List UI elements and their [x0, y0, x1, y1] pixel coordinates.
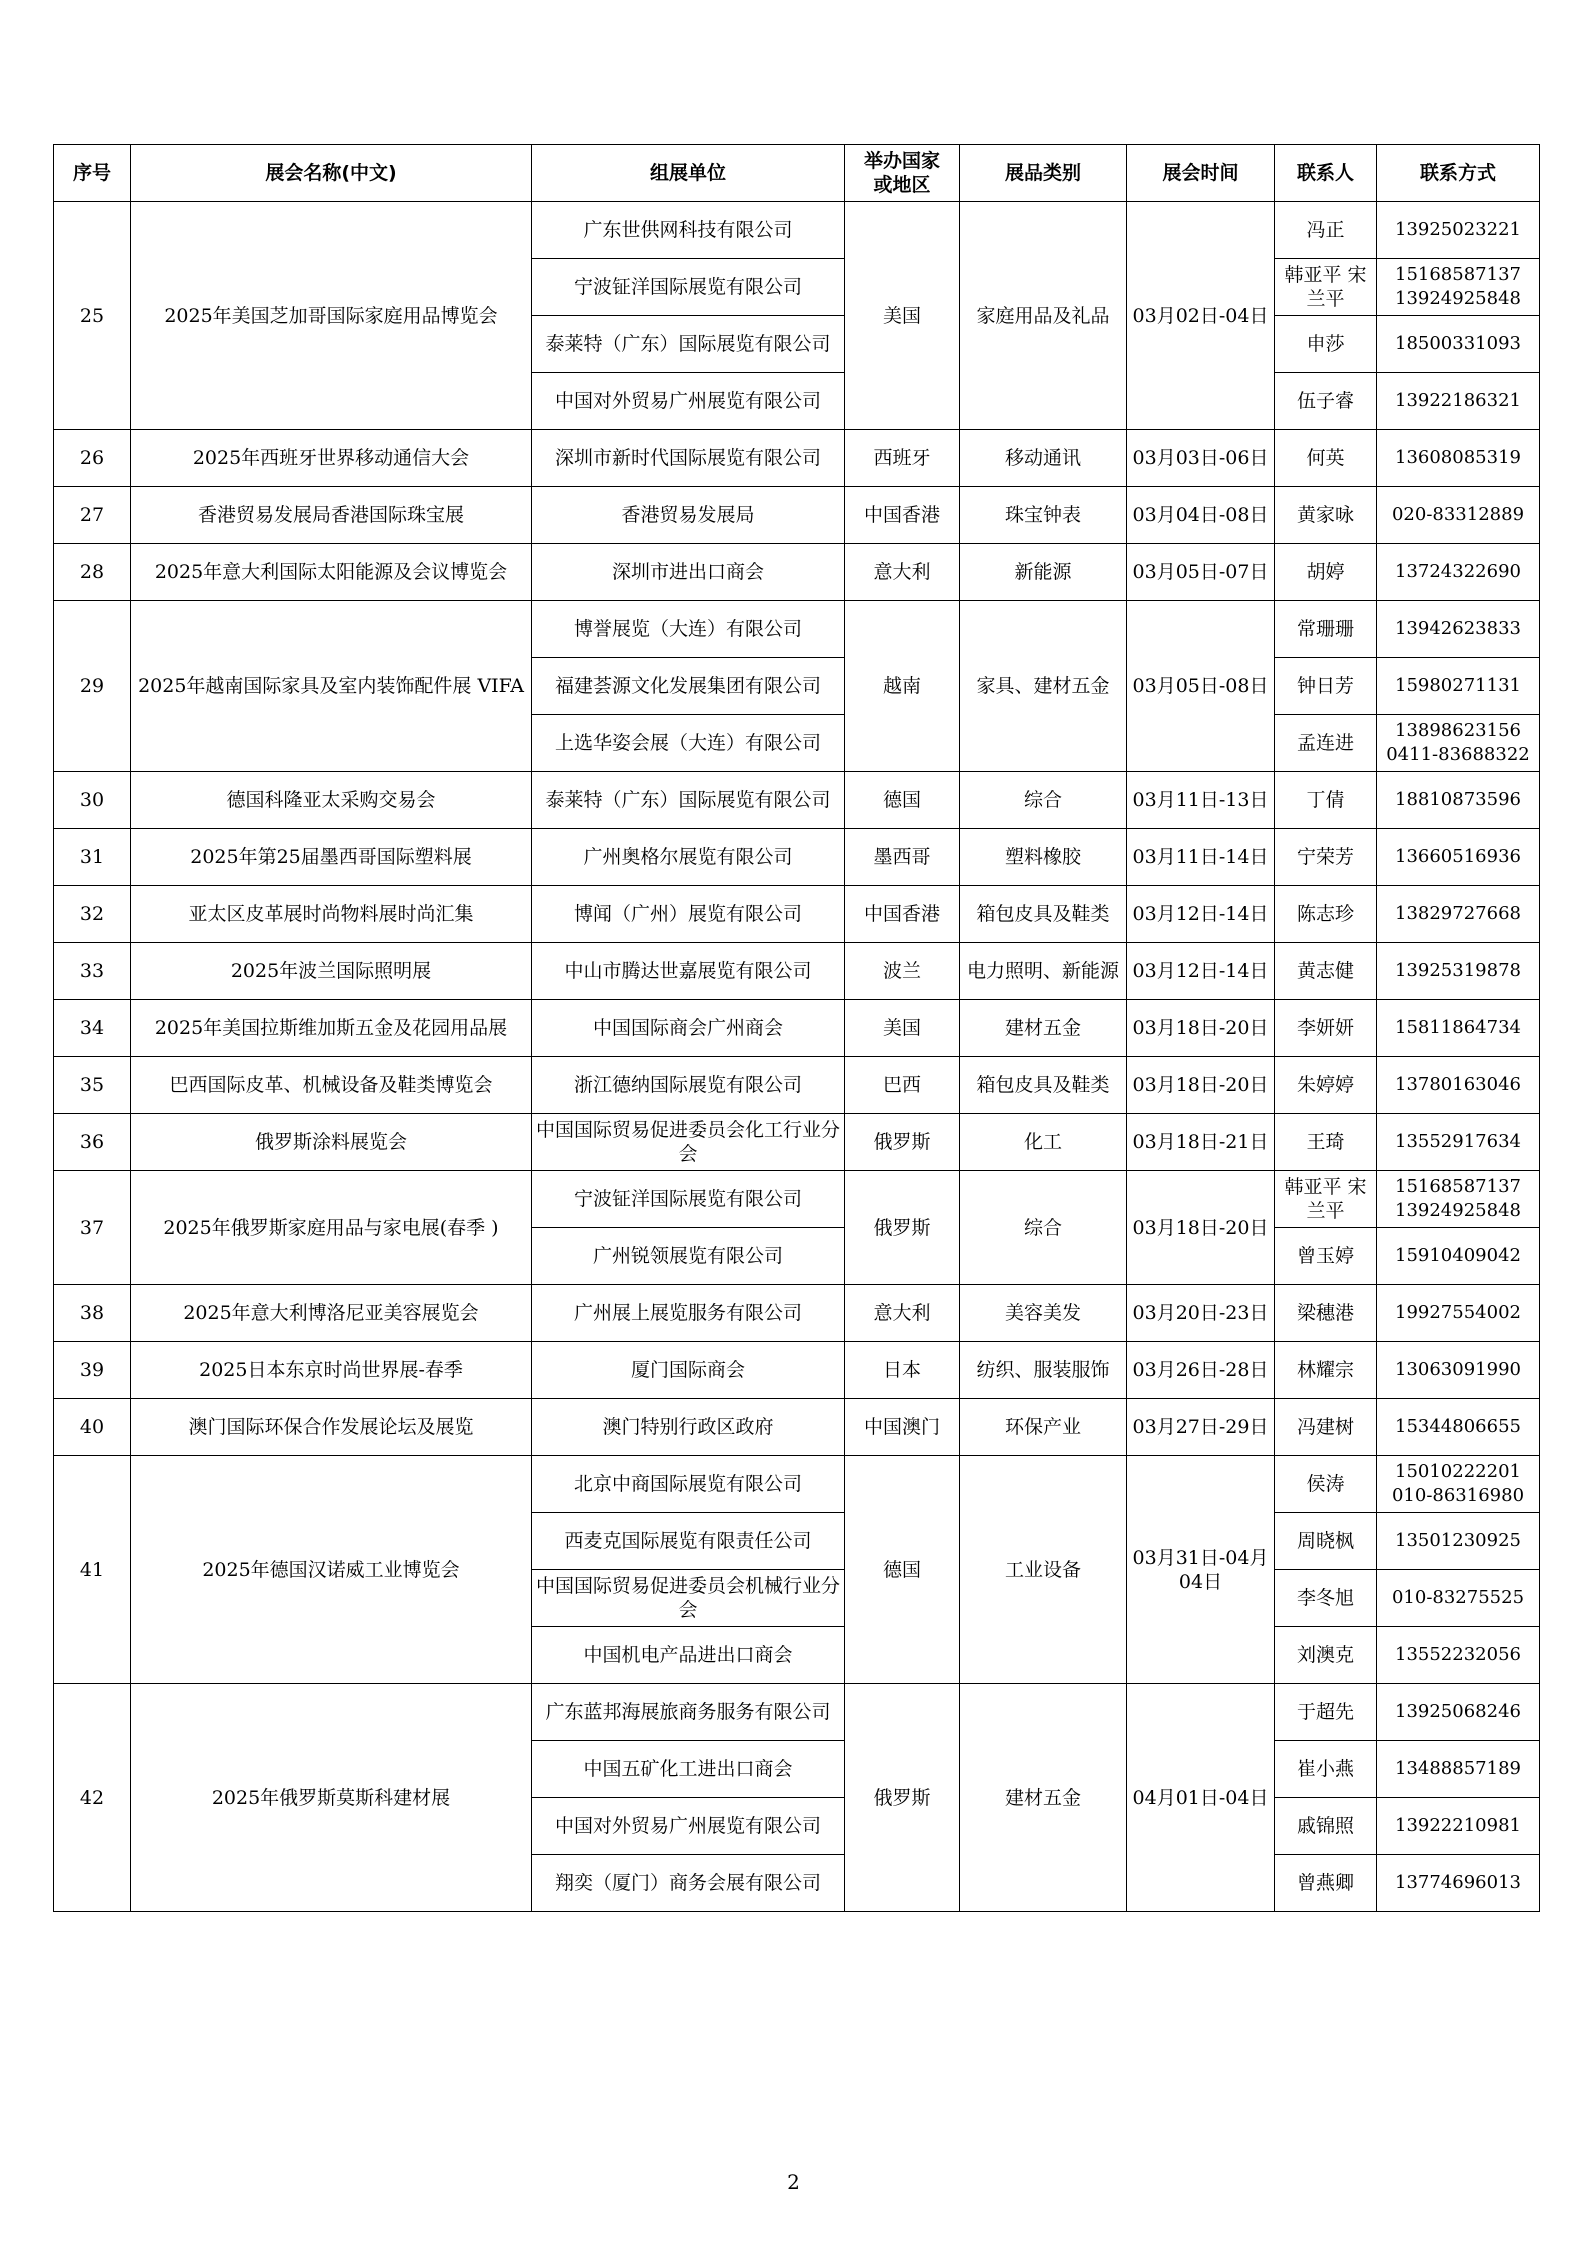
header-time: 展会时间: [1127, 145, 1275, 202]
category-cell: 美容美发: [960, 1285, 1127, 1342]
row-number: 34: [54, 1000, 131, 1057]
contact-phone: 15010222201 010-86316980: [1377, 1456, 1540, 1513]
contact-phone: 13780163046: [1377, 1057, 1540, 1114]
row-number: 32: [54, 886, 131, 943]
organizer-cell: 中国对外贸易广州展览有限公司: [532, 1798, 845, 1855]
row-number: 38: [54, 1285, 131, 1342]
contact-name: 刘澳克: [1275, 1627, 1377, 1684]
table-row: [54, 1684, 1540, 1741]
time-cell: 03月04日-08日: [1127, 487, 1275, 544]
country-cell: 德国: [845, 1456, 960, 1684]
contact-name: 陈志珍: [1275, 886, 1377, 943]
category-cell: 纺织、服装服饰: [960, 1342, 1127, 1399]
organizer-cell: 中国国际贸易促进委员会化工行业分会: [532, 1114, 845, 1171]
contact-name: 丁倩: [1275, 772, 1377, 829]
category-cell: 建材五金: [960, 1000, 1127, 1057]
contact-phone: 13922210981: [1377, 1798, 1540, 1855]
country-cell: 波兰: [845, 943, 960, 1000]
organizer-cell: 宁波钲洋国际展览有限公司: [532, 259, 845, 316]
contact-name: 戚锦照: [1275, 1798, 1377, 1855]
organizer-cell: 宁波钲洋国际展览有限公司: [532, 1171, 845, 1228]
country-cell: 美国: [845, 1000, 960, 1057]
category-cell: 综合: [960, 1171, 1127, 1285]
contact-phone: 13488857189: [1377, 1741, 1540, 1798]
table-row: [54, 1057, 1540, 1114]
category-cell: 环保产业: [960, 1399, 1127, 1456]
contact-phone: 13942623833: [1377, 601, 1540, 658]
time-cell: 03月18日-20日: [1127, 1000, 1275, 1057]
organizer-cell: 博誉展览（大连）有限公司: [532, 601, 845, 658]
table-row: [54, 943, 1540, 1000]
contact-name: 林耀宗: [1275, 1342, 1377, 1399]
organizer-cell: 中国国际商会广州商会: [532, 1000, 845, 1057]
contact-name: 王琦: [1275, 1114, 1377, 1171]
row-number: 30: [54, 772, 131, 829]
category-cell: 电力照明、新能源: [960, 943, 1127, 1000]
contact-name: 韩亚平 宋兰平: [1275, 259, 1377, 316]
organizer-cell: 上选华姿会展（大连）有限公司: [532, 715, 845, 772]
exhibition-name: 2025日本东京时尚世界展-春季: [131, 1342, 532, 1399]
organizer-cell: 广州展上展览服务有限公司: [532, 1285, 845, 1342]
time-cell: 03月18日-20日: [1127, 1057, 1275, 1114]
time-cell: 03月27日-29日: [1127, 1399, 1275, 1456]
time-cell: 03月11日-14日: [1127, 829, 1275, 886]
table-row: [54, 1399, 1540, 1456]
time-cell: 03月12日-14日: [1127, 943, 1275, 1000]
contact-phone: 13829727668: [1377, 886, 1540, 943]
row-number: 27: [54, 487, 131, 544]
contact-phone: 13898623156 0411-83688322: [1377, 715, 1540, 772]
exhibition-name: 德国科隆亚太采购交易会: [131, 772, 532, 829]
organizer-cell: 中国国际贸易促进委员会机械行业分会: [532, 1570, 845, 1627]
contact-name: 朱婷婷: [1275, 1057, 1377, 1114]
category-cell: 化工: [960, 1114, 1127, 1171]
contact-phone: 13724322690: [1377, 544, 1540, 601]
category-cell: 家具、建材五金: [960, 601, 1127, 772]
header-category: 展品类别: [960, 145, 1127, 202]
contact-name: 崔小燕: [1275, 1741, 1377, 1798]
contact-name: 钟日芳: [1275, 658, 1377, 715]
category-cell: 箱包皮具及鞋类: [960, 1057, 1127, 1114]
contact-phone: 020-83312889: [1377, 487, 1540, 544]
table-row: [54, 601, 1540, 658]
organizer-cell: 广州锐领展览有限公司: [532, 1228, 845, 1285]
time-cell: 03月18日-21日: [1127, 1114, 1275, 1171]
table-row: [54, 886, 1540, 943]
contact-phone: 13774696013: [1377, 1855, 1540, 1912]
contact-name: 孟连进: [1275, 715, 1377, 772]
contact-phone: 15168587137 13924925848: [1377, 1171, 1540, 1228]
table-row: [54, 829, 1540, 886]
time-cell: 03月02日-04日: [1127, 202, 1275, 430]
organizer-cell: 深圳市进出口商会: [532, 544, 845, 601]
contact-name: 胡婷: [1275, 544, 1377, 601]
contact-phone: 13552232056: [1377, 1627, 1540, 1684]
country-cell: 中国香港: [845, 487, 960, 544]
organizer-cell: 澳门特别行政区政府: [532, 1399, 845, 1456]
time-cell: 03月11日-13日: [1127, 772, 1275, 829]
exhibition-name: 2025年波兰国际照明展: [131, 943, 532, 1000]
country-cell: 墨西哥: [845, 829, 960, 886]
contact-name: 伍子睿: [1275, 373, 1377, 430]
table-row: [54, 202, 1540, 259]
contact-name: 周晓枫: [1275, 1513, 1377, 1570]
contact-phone: 15344806655: [1377, 1399, 1540, 1456]
table-row: [54, 1171, 1540, 1228]
contact-phone: 13925023221: [1377, 202, 1540, 259]
table-row: [54, 1342, 1540, 1399]
exhibition-name: 澳门国际环保合作发展论坛及展览: [131, 1399, 532, 1456]
contact-name: 常珊珊: [1275, 601, 1377, 658]
row-number: 39: [54, 1342, 131, 1399]
country-cell: 中国澳门: [845, 1399, 960, 1456]
country-cell: 日本: [845, 1342, 960, 1399]
organizer-cell: 泰莱特（广东）国际展览有限公司: [532, 772, 845, 829]
contact-phone: 15980271131: [1377, 658, 1540, 715]
organizer-cell: 中国对外贸易广州展览有限公司: [532, 373, 845, 430]
organizer-cell: 中国五矿化工进出口商会: [532, 1741, 845, 1798]
organizer-cell: 北京中商国际展览有限公司: [532, 1456, 845, 1513]
time-cell: 04月01日-04日: [1127, 1684, 1275, 1912]
table-row: [54, 487, 1540, 544]
country-cell: 巴西: [845, 1057, 960, 1114]
country-cell: 德国: [845, 772, 960, 829]
table-body: [54, 202, 1540, 1912]
header-row: [54, 145, 1540, 202]
contact-name: 黄家咏: [1275, 487, 1377, 544]
row-number: 41: [54, 1456, 131, 1684]
row-number: 31: [54, 829, 131, 886]
time-cell: 03月03日-06日: [1127, 430, 1275, 487]
time-cell: 03月05日-07日: [1127, 544, 1275, 601]
contact-name: 曾燕卿: [1275, 1855, 1377, 1912]
row-number: 35: [54, 1057, 131, 1114]
row-number: 28: [54, 544, 131, 601]
organizer-cell: 福建荟源文化发展集团有限公司: [532, 658, 845, 715]
contact-name: 何英: [1275, 430, 1377, 487]
contact-phone: 15168587137 13924925848: [1377, 259, 1540, 316]
organizer-cell: 泰莱特（广东）国际展览有限公司: [532, 316, 845, 373]
country-cell: 西班牙: [845, 430, 960, 487]
contact-phone: 13063091990: [1377, 1342, 1540, 1399]
exhibition-name: 亚太区皮革展时尚物料展时尚汇集: [131, 886, 532, 943]
time-cell: 03月18日-20日: [1127, 1171, 1275, 1285]
header-no: 序号: [54, 145, 131, 202]
exhibition-name: 2025年俄罗斯家庭用品与家电展(春季 ): [131, 1171, 532, 1285]
time-cell: 03月31日-04月04日: [1127, 1456, 1275, 1684]
country-cell: 美国: [845, 202, 960, 430]
exhibition-name: 2025年意大利国际太阳能源及会议博览会: [131, 544, 532, 601]
contact-phone: 13501230925: [1377, 1513, 1540, 1570]
contact-phone: 13922186321: [1377, 373, 1540, 430]
organizer-cell: 中国机电产品进出口商会: [532, 1627, 845, 1684]
table-row: [54, 544, 1540, 601]
organizer-cell: 深圳市新时代国际展览有限公司: [532, 430, 845, 487]
table-row: [54, 1114, 1540, 1171]
country-cell: 越南: [845, 601, 960, 772]
country-cell: 中国香港: [845, 886, 960, 943]
contact-phone: 13925319878: [1377, 943, 1540, 1000]
contact-phone: 13660516936: [1377, 829, 1540, 886]
table-row: [54, 430, 1540, 487]
category-cell: 移动通讯: [960, 430, 1127, 487]
contact-name: 韩亚平 宋兰平: [1275, 1171, 1377, 1228]
row-number: 29: [54, 601, 131, 772]
category-cell: 塑料橡胶: [960, 829, 1127, 886]
contact-name: 李妍妍: [1275, 1000, 1377, 1057]
country-cell: 意大利: [845, 1285, 960, 1342]
header-country: 举办国家或地区: [845, 145, 960, 202]
contact-name: 宁荣芳: [1275, 829, 1377, 886]
contact-name: 侯涛: [1275, 1456, 1377, 1513]
exhibition-name: 2025年美国芝加哥国际家庭用品博览会: [131, 202, 532, 430]
country-cell: 俄罗斯: [845, 1171, 960, 1285]
organizer-cell: 香港贸易发展局: [532, 487, 845, 544]
contact-phone: 010-83275525: [1377, 1570, 1540, 1627]
exhibition-name: 俄罗斯涂料展览会: [131, 1114, 532, 1171]
contact-name: 李冬旭: [1275, 1570, 1377, 1627]
country-cell: 俄罗斯: [845, 1114, 960, 1171]
contact-phone: 18500331093: [1377, 316, 1540, 373]
contact-name: 申莎: [1275, 316, 1377, 373]
contact-phone: 15811864734: [1377, 1000, 1540, 1057]
contact-name: 黄志健: [1275, 943, 1377, 1000]
contact-name: 曾玉婷: [1275, 1228, 1377, 1285]
organizer-cell: 中山市腾达世嘉展览有限公司: [532, 943, 845, 1000]
country-cell: 俄罗斯: [845, 1684, 960, 1912]
country-cell: 意大利: [845, 544, 960, 601]
exhibition-name: 2025年意大利博洛尼亚美容展览会: [131, 1285, 532, 1342]
row-number: 40: [54, 1399, 131, 1456]
row-number: 25: [54, 202, 131, 430]
time-cell: 03月26日-28日: [1127, 1342, 1275, 1399]
header-name: 展会名称(中文): [131, 145, 532, 202]
contact-phone: 18810873596: [1377, 772, 1540, 829]
exhibition-name: 2025年第25届墨西哥国际塑料展: [131, 829, 532, 886]
category-cell: 新能源: [960, 544, 1127, 601]
table-row: [54, 1285, 1540, 1342]
time-cell: 03月12日-14日: [1127, 886, 1275, 943]
exhibition-name: 2025年美国拉斯维加斯五金及花园用品展: [131, 1000, 532, 1057]
organizer-cell: 广东蓝邦海展旅商务服务有限公司: [532, 1684, 845, 1741]
exhibition-name: 2025年越南国际家具及室内装饰配件展 VIFA: [131, 601, 532, 772]
contact-name: 于超先: [1275, 1684, 1377, 1741]
category-cell: 家庭用品及礼品: [960, 202, 1127, 430]
contact-name: 冯正: [1275, 202, 1377, 259]
header-phone: 联系方式: [1377, 145, 1540, 202]
row-number: 42: [54, 1684, 131, 1912]
time-cell: 03月05日-08日: [1127, 601, 1275, 772]
contact-name: 冯建树: [1275, 1399, 1377, 1456]
exhibition-table: [53, 144, 1540, 1912]
exhibition-name: 2025年俄罗斯莫斯科建材展: [131, 1684, 532, 1912]
contact-phone: 15910409042: [1377, 1228, 1540, 1285]
header-organizer: 组展单位: [532, 145, 845, 202]
row-number: 26: [54, 430, 131, 487]
category-cell: 珠宝钟表: [960, 487, 1127, 544]
organizer-cell: 博闻（广州）展览有限公司: [532, 886, 845, 943]
header-contact: 联系人: [1275, 145, 1377, 202]
row-number: 37: [54, 1171, 131, 1285]
organizer-cell: 西麦克国际展览有限责任公司: [532, 1513, 845, 1570]
page-number: 2: [787, 2170, 800, 2194]
category-cell: 工业设备: [960, 1456, 1127, 1684]
organizer-cell: 厦门国际商会: [532, 1342, 845, 1399]
exhibition-name: 2025年西班牙世界移动通信大会: [131, 430, 532, 487]
table-row: [54, 1000, 1540, 1057]
organizer-cell: 广东世供网科技有限公司: [532, 202, 845, 259]
contact-phone: 19927554002: [1377, 1285, 1540, 1342]
time-cell: 03月20日-23日: [1127, 1285, 1275, 1342]
table-row: [54, 772, 1540, 829]
table-row: [54, 1456, 1540, 1513]
contact-phone: 13925068246: [1377, 1684, 1540, 1741]
organizer-cell: 广州奥格尔展览有限公司: [532, 829, 845, 886]
row-number: 33: [54, 943, 131, 1000]
exhibition-name: 巴西国际皮革、机械设备及鞋类博览会: [131, 1057, 532, 1114]
exhibition-name: 2025年德国汉诺威工业博览会: [131, 1456, 532, 1684]
organizer-cell: 浙江德纳国际展览有限公司: [532, 1057, 845, 1114]
contact-phone: 13608085319: [1377, 430, 1540, 487]
category-cell: 建材五金: [960, 1684, 1127, 1912]
contact-name: 梁穗港: [1275, 1285, 1377, 1342]
exhibition-name: 香港贸易发展局香港国际珠宝展: [131, 487, 532, 544]
category-cell: 箱包皮具及鞋类: [960, 886, 1127, 943]
category-cell: 综合: [960, 772, 1127, 829]
contact-phone: 13552917634: [1377, 1114, 1540, 1171]
row-number: 36: [54, 1114, 131, 1171]
organizer-cell: 翔奕（厦门）商务会展有限公司: [532, 1855, 845, 1912]
